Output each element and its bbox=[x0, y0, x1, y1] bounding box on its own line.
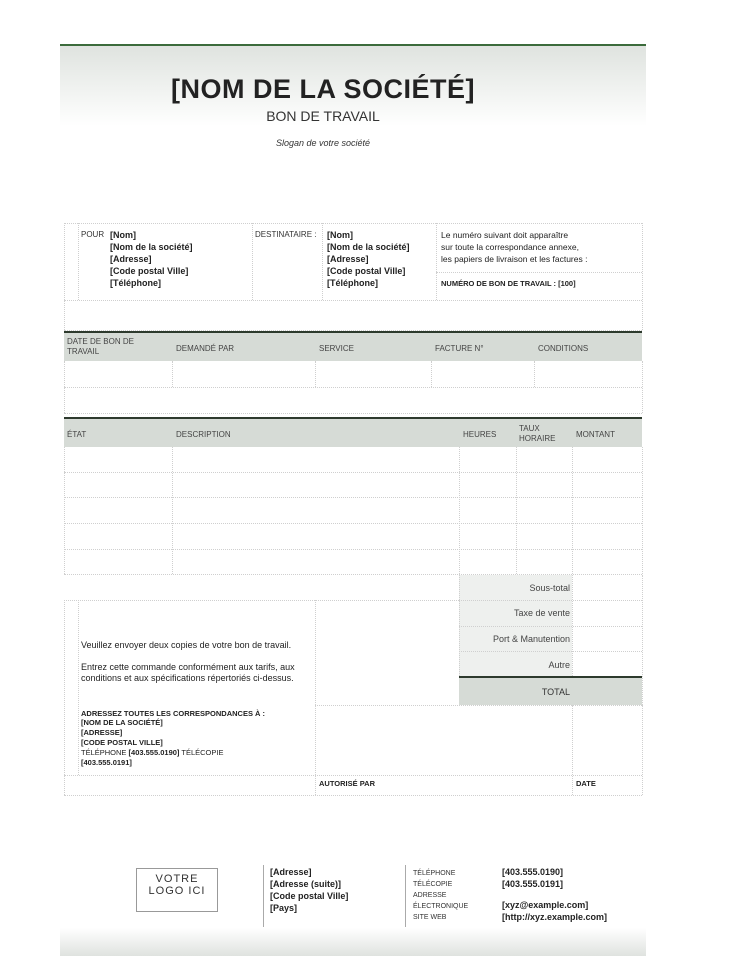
divider bbox=[64, 447, 65, 574]
footer-web-label: SITE WEB bbox=[413, 914, 447, 921]
recipient-name: [Nom] bbox=[327, 230, 353, 240]
divider bbox=[459, 651, 642, 652]
footer-contact-values bbox=[502, 866, 607, 923]
footer-address-line: [Code postal Ville] bbox=[270, 891, 349, 901]
phone-label: TÉLÉPHONE bbox=[81, 748, 127, 757]
instruction-terms: Entrez cette commande conformément aux tarifs, aux conditions et aux spécifications répertoriés ci-dessus. bbox=[81, 662, 295, 683]
col-service: SERVICE bbox=[319, 344, 354, 353]
to-name: [Nom] bbox=[110, 230, 136, 240]
divider bbox=[315, 705, 642, 706]
other-label: Autre bbox=[548, 660, 570, 670]
recipient-phone: [Téléphone] bbox=[327, 278, 378, 288]
to-phone: [Téléphone] bbox=[110, 278, 161, 288]
total-label: TOTAL bbox=[541, 687, 570, 697]
col-etat: ÉTAT bbox=[67, 430, 87, 439]
to-company: [Nom de la société] bbox=[110, 242, 193, 252]
slogan: Slogan de votre société bbox=[275, 138, 371, 148]
footer-phone-label: TÉLÉPHONE bbox=[413, 870, 456, 877]
divider bbox=[642, 447, 643, 574]
notice-text bbox=[441, 229, 587, 265]
divider bbox=[315, 600, 316, 795]
col-hours: HEURES bbox=[463, 430, 497, 439]
divider bbox=[436, 223, 437, 300]
divider bbox=[64, 361, 65, 413]
correspondence-phone-line bbox=[81, 748, 223, 758]
divider bbox=[516, 447, 517, 574]
footer-fax: [403.555.0191] bbox=[502, 879, 564, 889]
fax-label: TÉLÉCOPIE bbox=[181, 748, 224, 757]
footer-email-label: ADRESSE ÉLECTRONIQUE bbox=[413, 892, 469, 910]
correspondence-company: [NOM DE LA SOCIÉTÉ] bbox=[81, 718, 163, 727]
tax-label: Taxe de vente bbox=[513, 608, 570, 618]
footer-address bbox=[270, 866, 348, 914]
date-label: DATE bbox=[576, 779, 596, 788]
divider bbox=[572, 447, 573, 574]
divider bbox=[642, 223, 643, 330]
to-label: POUR bbox=[81, 230, 105, 239]
footer-address-line: [Pays] bbox=[270, 903, 298, 913]
recipient-city: [Code postal Ville] bbox=[327, 266, 406, 276]
divider bbox=[78, 223, 79, 300]
footer-fax-label: TÉLÉCOPIE bbox=[413, 881, 453, 888]
divider bbox=[64, 795, 642, 796]
divider bbox=[252, 223, 253, 300]
divider bbox=[64, 600, 65, 795]
divider bbox=[64, 223, 65, 330]
col-amount: MONTANT bbox=[576, 430, 615, 439]
divider bbox=[642, 361, 643, 413]
footer-address-line: [Adresse] bbox=[270, 867, 312, 877]
footer-phone: [403.555.0190] bbox=[502, 867, 564, 877]
divider bbox=[405, 865, 406, 927]
correspondence-title: ADRESSEZ TOUTES LES CORRESPONDANCES À : bbox=[81, 709, 266, 718]
divider bbox=[64, 300, 642, 301]
divider bbox=[172, 447, 173, 574]
col-hourly-rate: TAUX HORAIRE bbox=[519, 424, 556, 443]
table-row bbox=[64, 472, 642, 473]
to-address bbox=[110, 229, 193, 289]
company-name: [NOM DE LA SOCIÉTÉ] bbox=[171, 74, 475, 104]
divider bbox=[534, 361, 535, 387]
document-title: BON DE TRAVAIL bbox=[266, 108, 380, 124]
col-date: DATE DE BON DE TRAVAIL bbox=[67, 337, 134, 356]
recipient-company: [Nom de la société] bbox=[327, 242, 410, 252]
divider bbox=[572, 575, 573, 676]
divider bbox=[263, 865, 264, 927]
logo-placeholder: VOTRE LOGO ICI bbox=[136, 868, 218, 912]
notice-line: Le numéro suivant doit apparaître bbox=[441, 230, 569, 240]
divider bbox=[459, 600, 642, 601]
recipient-label: DESTINATAIRE : bbox=[255, 230, 317, 239]
footer-contact-labels bbox=[413, 868, 499, 923]
order-number: NUMÉRO DE BON DE TRAVAIL : [100] bbox=[441, 279, 576, 288]
col-invoice: FACTURE N° bbox=[435, 344, 484, 353]
table-row bbox=[64, 523, 642, 524]
notice-line: les papiers de livraison et les factures : bbox=[441, 254, 588, 264]
phone-value: [403.555.0190] bbox=[128, 748, 180, 757]
divider bbox=[78, 600, 79, 775]
correspondence-address bbox=[81, 718, 223, 768]
divider bbox=[459, 626, 642, 627]
correspondence-city: [CODE POSTAL VILLE] bbox=[81, 738, 163, 747]
footer-band bbox=[60, 928, 646, 956]
correspondence-street: [ADRESSE] bbox=[81, 728, 123, 737]
divider bbox=[431, 361, 432, 387]
divider bbox=[64, 387, 642, 388]
recipient-address bbox=[327, 229, 410, 289]
to-city: [Code postal Ville] bbox=[110, 266, 189, 276]
table-row bbox=[64, 549, 642, 550]
recipient-address-line: [Adresse] bbox=[327, 254, 369, 264]
authorized-by-label: AUTORISÉ PAR bbox=[319, 779, 375, 788]
col-conditions: CONDITIONS bbox=[538, 344, 589, 353]
divider bbox=[315, 361, 316, 387]
to-address-line: [Adresse] bbox=[110, 254, 152, 264]
divider bbox=[572, 705, 573, 795]
subtotal-label: Sous-total bbox=[529, 583, 570, 593]
divider bbox=[642, 705, 643, 795]
footer-website: [http://xyz.example.com] bbox=[502, 912, 608, 922]
divider bbox=[172, 361, 173, 387]
footer-address-line: [Adresse (suite)] bbox=[270, 879, 342, 889]
col-requested-by: DEMANDÉ PAR bbox=[176, 344, 235, 353]
divider bbox=[64, 413, 642, 414]
shipping-label: Port & Manutention bbox=[492, 634, 570, 644]
footer-email: [xyz@example.com] bbox=[502, 900, 589, 910]
notice-line: sur toute la correspondance annexe, bbox=[441, 242, 579, 252]
divider bbox=[322, 223, 323, 300]
instruction-copies: Veuillez envoyer deux copies de votre bon de travail. bbox=[81, 640, 292, 650]
divider bbox=[642, 575, 643, 705]
divider bbox=[459, 447, 460, 574]
divider bbox=[64, 775, 642, 776]
divider bbox=[436, 272, 642, 273]
divider bbox=[64, 600, 459, 601]
fax-value: [403.555.0191] bbox=[81, 758, 132, 767]
table-row bbox=[64, 497, 642, 498]
col-description: DESCRIPTION bbox=[176, 430, 231, 439]
divider bbox=[64, 223, 642, 224]
